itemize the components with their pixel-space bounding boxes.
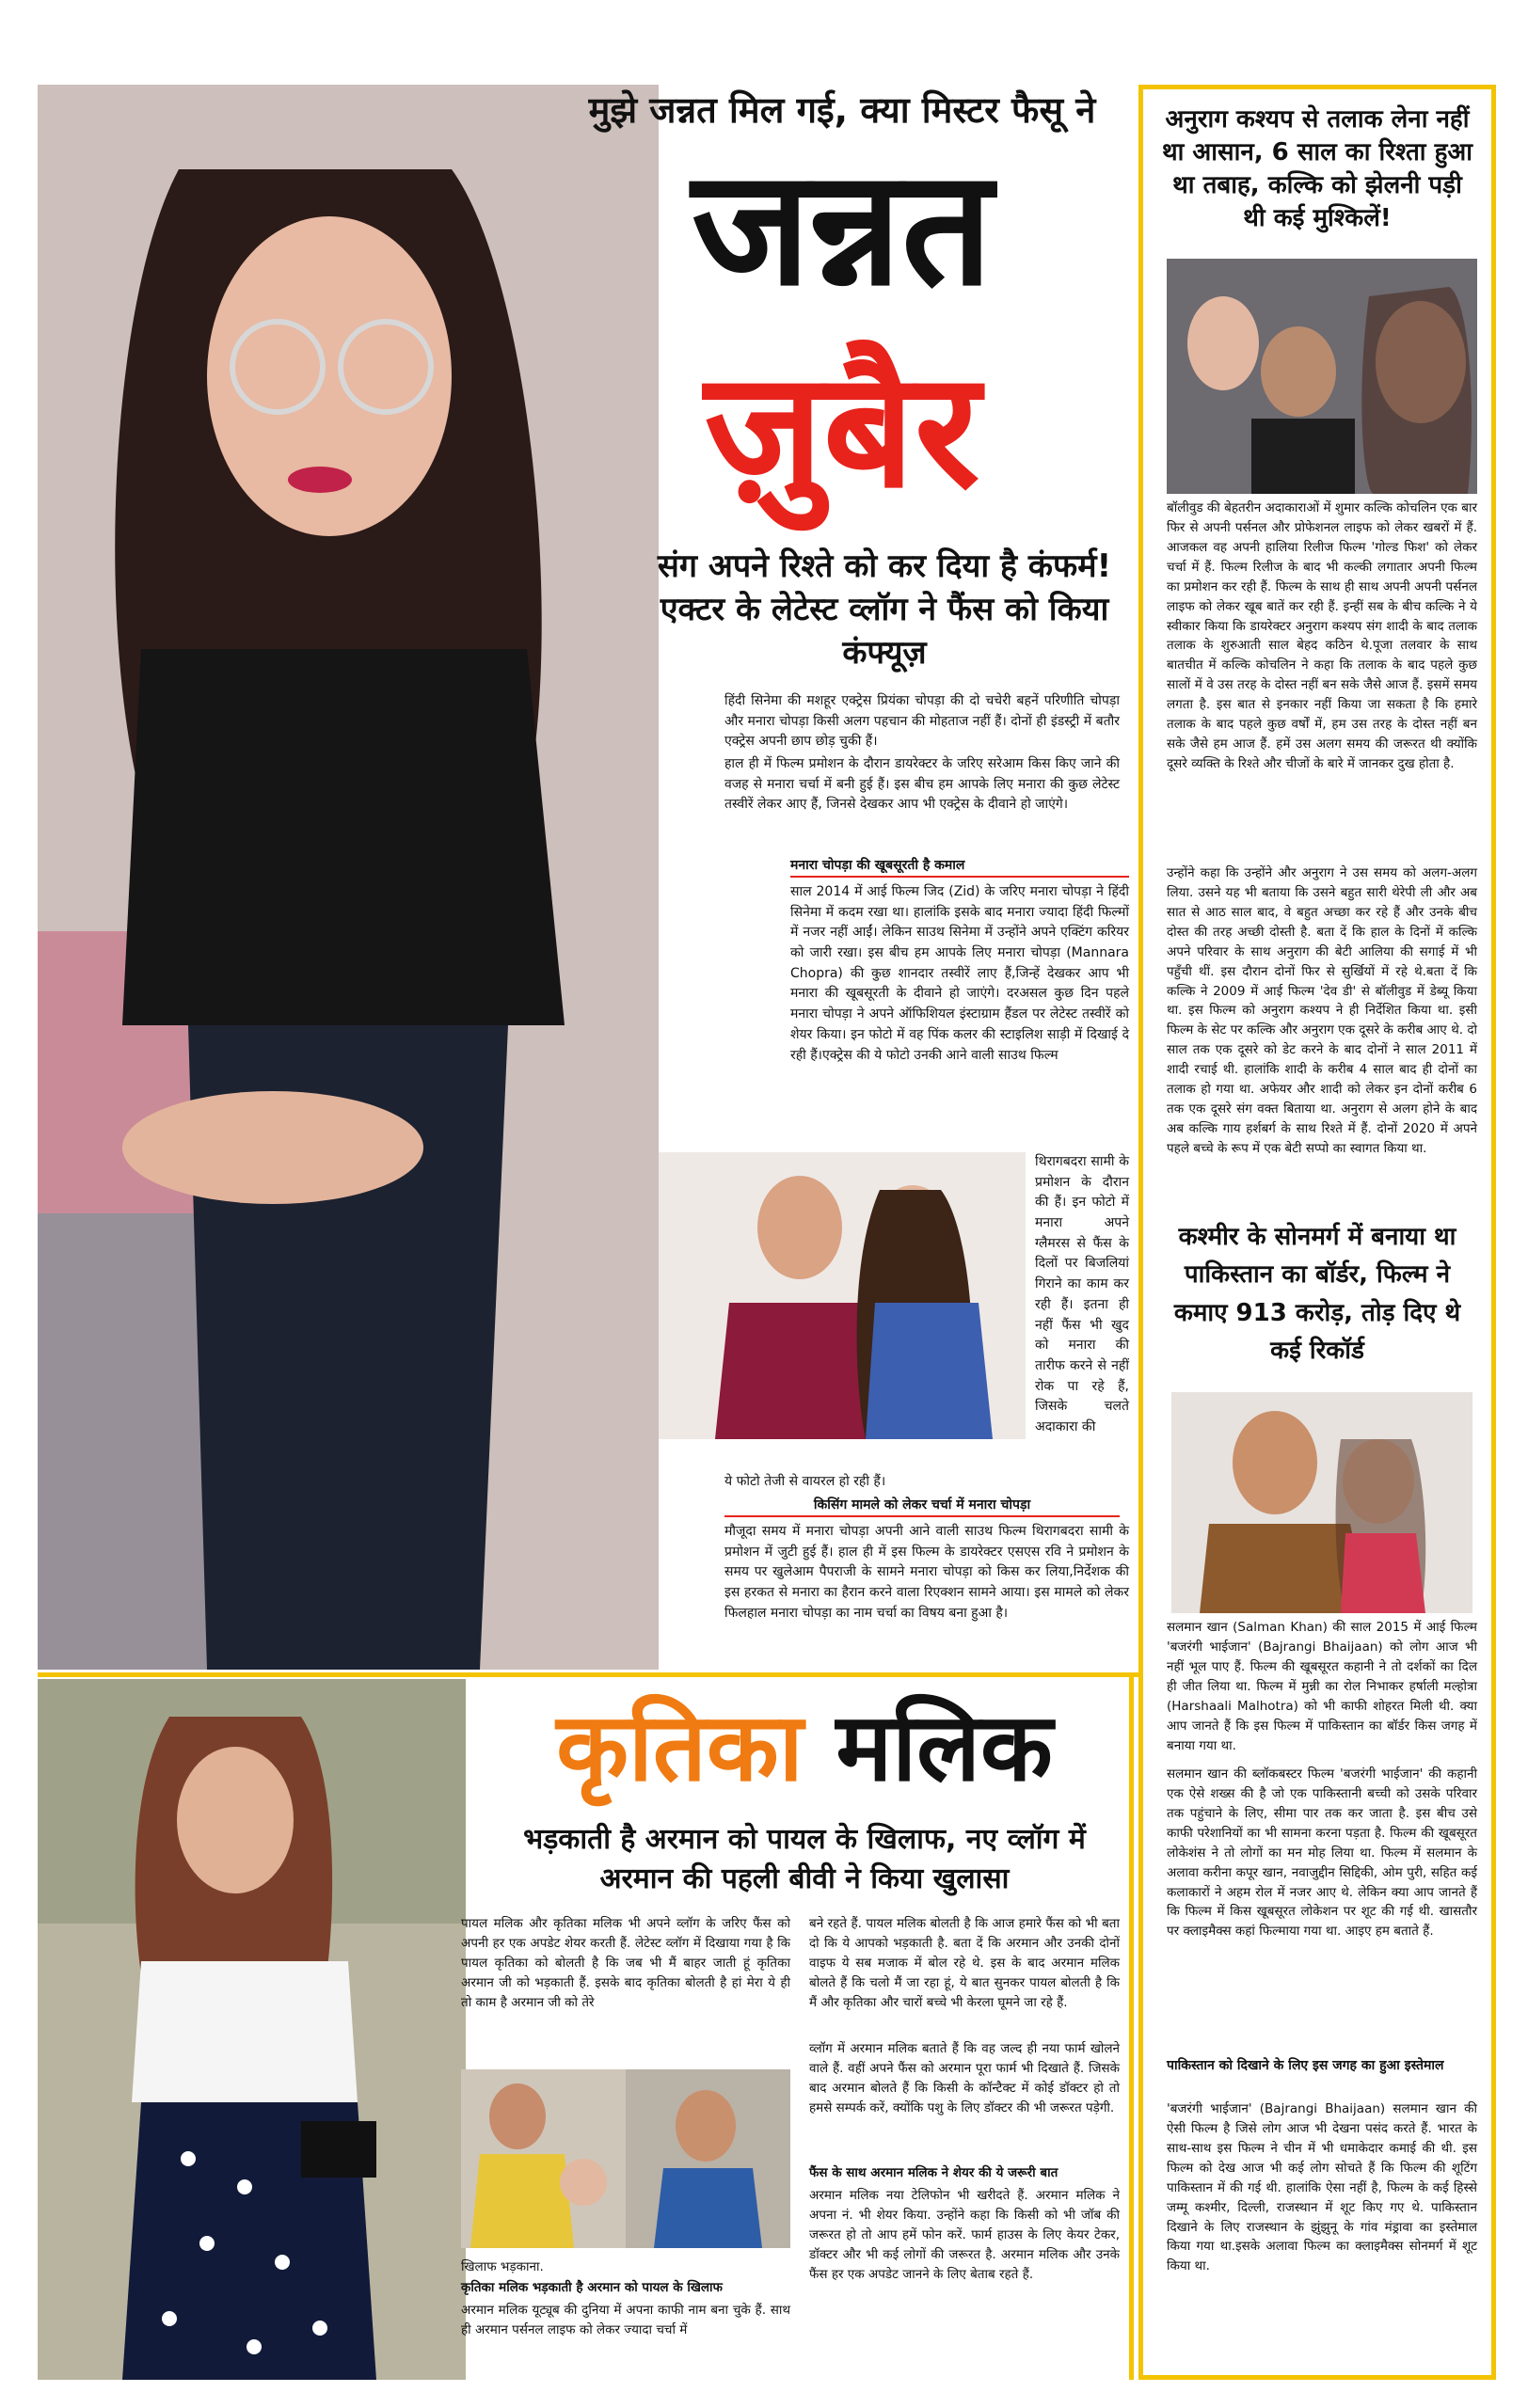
salman-photo (1171, 1392, 1472, 1613)
family-illustration (461, 2069, 790, 2248)
jannat-body2: मौजूदा समय में मनारा चोपड़ा अपनी आने वाली साउथ फिल्म थिरागबदरा सामी के प्रमोशन में जुटी हुई हैं। हाल ही में इस फिल्म के डायरेक्टर एसएस रवि ने प्रमोशन के समय पर खुलेआम पैपराजी के सामने मनारा चोपड़ा को किस कर लिया,निर्देशक की इस हरकत से मनारा का हैरान करने वाला रिएक्शन सामने आया। इस मामले को लेकर फिलहाल मनारा चोपड़ा का नाम चर्चा का विषय बना हुआ है। (724, 1524, 1129, 1621)
couple-illustration (659, 1152, 1026, 1439)
jannat-kicker: मुझे जन्नत मिल गई, क्या मिस्टर फैसू ने (588, 89, 1096, 131)
kritika-col2: बने रहते हैं. पायल मलिक बोलती है कि आज हमारे फैंस को भी बता दो कि ये आपको भड़काती है. बता दें कि अरमान और उनकी दोनों वाइफ ये सब मजाक में बोल रहे थे. इस के बाद अरमान मलिक बोलते हैं कि चलो मैं जा रहा हूं, ये बात सुनकर पायल बोलती है कि मैं और कृतिका और चारों बच्चे भी केरला घूमने जा रहे हैं. (809, 1916, 1120, 2010)
jannat-photo (38, 85, 659, 1670)
bajrangi-sub: पाकिस्तान को दिखाने के लिए इस जगह का हुआ इस्तेमाल (1167, 2058, 1444, 2073)
kritika-col2b: व्लॉग में अरमान मलिक बताते हैं कि वह जल्द ही नया फार्म खोलने वाले हैं. वहीं अपने फैंस को अरमान पूरा फार्म भी दिखाते हैं. जिसके बाद अरमान बोलते हैं कि किसी के कॉन्टैक्ट में कोई डॉक्टर हो तो हमसे सम्पर्क करें, क्योंकि पशु के लिए डॉक्टर की भी जरूरत पड़ेगी. (809, 2041, 1120, 2115)
jannat-name-line2: ज़ुबैर (704, 338, 980, 524)
kritika-subtitle: भड़काती है अरमान को पायल के खिलाफ, नए व्लॉग में अरमान की पहली बीवी ने किया खुलासा (523, 1823, 1086, 1895)
family-photo (461, 2069, 790, 2248)
kritika-photo (38, 1679, 466, 2380)
kalki-headline: अनुराग कश्यप से तलाक लेना नहीं था आसान, 6 साल का रिश्ता हुआ था तबाह, कल्कि को झेलनी पड़ी थी कई मुश्किलें! (1162, 105, 1472, 233)
kritika-name1: कृतिका (556, 1692, 804, 1802)
woman-illustration (38, 85, 659, 1670)
couple-photo (659, 1152, 1026, 1439)
kritika-col1-end: खिलाफ भड़काना. (461, 2259, 544, 2274)
section-divider (38, 1672, 1138, 1677)
bajrangi-body2: सलमान खान की ब्लॉकबस्टर फिल्म 'बजरंगी भाईजान' की कहानी एक ऐसे शख्स की है जो एक पाकिस्तानी बच्ची को उसके परिवार तक पहुंचाने के लिए, सीमा पार तक कर जाता है. इस बीच उसे काफी परेशानियों का भी सामना करना पड़ता है. फिल्म की खूबसूरत लोकेशंस ने तो लोगों का मन मोह लिया था. फिल्म में सलमान के अलावा करीना कपूर खान, नवाजुद्दीन सिद्दिकी, ओम पुरी, सहित कई कलाकारों ने अहम रोल में नजर आए थे. लेकिन क्या आप जानते हैं कि फिल्म में किस खूबसूरत लोकेशन पर शूट की गई थी. खासतौर पर क्लाइमैक्स कहां फिल्माया गया था. आइए हम बताते हैं. (1167, 1766, 1477, 1940)
jannat-intro-p1: हिंदी सिनेमा की मशहूर एक्ट्रेस प्रियंका चोपड़ा की दो चचेरी बहनें परिणीति चोपड़ा और मनारा चोपड़ा किसी अलग पहचान की मोहताज नहीं हैं। दोनों ही इंडस्ट्री में बतौर एक्ट्रेस अपनी छाप छोड़ चुकी हैं। (724, 693, 1120, 750)
kalki-illustration (1167, 259, 1477, 494)
jannat-intro-p2: हाल ही में फिल्म प्रमोशन के दौरान डायरेक्टर के जरिए सरेआम किस किए जाने की वजह से मनारा चर्चा में बनी हुई हैं। इस बीच हम आपके लिए मनारा की कुछ लेटेस्ट तस्वीरें लेकर आए हैं, जिनसे देखकर आप भी एक्ट्रेस के दीवाने हो जाएंगे। (724, 756, 1120, 813)
bajrangi-body1: सलमान खान (Salman Khan) की साल 2015 में आई फिल्म 'बजरंगी भाईजान' (Bajrangi Bhaijaan) को लोग आज भी नहीं भूल पाए हैं. फिल्म की खूबसूरत कहानी ने तो दर्शकों का दिल ही जीत लिया था. फिल्म में मुन्नी का रोल निभाकर हर्षाली मल्होत्रा (Harshaali Malhotra) को भी काफी शोहरत मिली थी. क्या आप जानते हैं कि इस फिल्म में पाकिस्तान का बॉर्डर किस जगह में बनाया गया था. (1167, 1620, 1477, 1753)
bajrangi-body3: 'बजरंगी भाईजान' (Bajrangi Bhaijaan) सलमान खान की ऐसी फिल्म है जिसे लोग आज भी देखना पसंद करते हैं. भारत के साथ-साथ इस फिल्म ने चीन में भी धमाकेदार कमाई की थी. इस फिल्म को देख आज भी कई लोग सोचते हैं कि फिल्म की शूटिंग पाकिस्तान में की गई थी. हालांकि ऐसा नहीं है, फिल्म के कई हिस्से जम्मू कश्मीर, दिल्ली, राजस्थान में शूट किए गए थे. पाकिस्तान दिखाने के लिए राजस्थान के झुंझुनू के गांव मंड्रावा का इस्तेमाल किया गया था.इसके अलावा फिल्म का क्लाइमैक्स सोनमर्ग में शूट किया था. (1167, 2101, 1477, 2274)
kalki-body1: बॉलीवुड की बेहतरीन अदाकाराओं में शुमार कल्कि कोचलिन एक बार फिर से अपनी पर्सनल और प्रोफेशनल लाइफ को लेकर खबरों में हैं. आजकल वह अपनी हालिया रिलीज फिल्म 'गोल्ड फिश' को लेकर चर्चा में हैं. फिल्म रिलीज के बाद भी कल्की लगातार अपनी फिल्म का प्रमोशन कर रही हैं. फिल्म के साथ ही साथ अपनी अपनी पर्सनल लाइफ को लेकर खूब बातें कर रही हैं. इन्हीं सब के बीच कल्कि ने ये स्वीकार किया कि डायरेक्टर अनुराग कश्यप संग शादी के बाद तलाक तलाक के शुरुआती साल बेहद कठिन थे.पूजा तलवार के साथ बातचीत में कल्कि कोचलिन ने कहा कि तलाक के बाद पहले कुछ सालों में वे उस तरह के दोस्त नहीं बन सके जैसे आज हैं. इसमें समय लगता है. इस बात से इनकार नहीं किया जा सकता है कि हमारे तलाक के बाद पहले कुछ वर्षों में, हम उस तरह के दोस्त नहीं बन सके जैसे हम आज हैं. हमें उस अलग समय की जरूरत थी क्योंकि दूसरे व्यक्ति के रिश्ते और चीजों के बारे में जानकर दुख होता है. (1167, 500, 1477, 771)
kritika-col1: पायल मलिक और कृतिका मलिक भी अपने व्लॉग के जरिए फैंस को अपनी हर एक अपडेट शेयर करती हैं. लेटेस्ट व्लॉग में दिखाया गया है कि पायल कृतिका को बोलती है कि जब भी मैं बाहर जाती हूं कृतिका अरमान जी को भड़काती हैं. इसके बाद कृतिका बोलती है हां मेरा ये ही तो काम है अरमान जी को तेरे (461, 1916, 790, 2010)
bajrangi-headline: कश्मीर के सोनमर्ग में बनाया था पाकिस्तान का बॉर्डर, फिल्म ने कमाए 913 करोड़, तोड़ दिए थे कई रिकॉर्ड (1173, 1223, 1461, 1365)
jannat-sub1: मनारा चोपड़ा की खूबसूरती है कमाल (790, 856, 1129, 878)
jannat-sub2: किसिंग मामले को लेकर चर्चा में मनारा चोपड़ा (724, 1496, 1120, 1517)
salman-illustration (1171, 1392, 1472, 1613)
kalki-photo (1167, 259, 1477, 494)
bottom-box (1129, 1672, 1134, 2380)
kalki-body2: उन्होंने कहा कि उन्होंने और अनुराग ने उस समय को अलग-अलग लिया. उसने यह भी बताया कि उसने बहुत सारी थेरेपी ली और अब सात से आठ साल बाद, वे बहुत अच्छा कर रहे हैं और उनके बीच दोस्त की तरह अच्छी दोस्ती है. बता दें कि हाल के दिनों में कल्कि अपने परिवार के साथ अनुराग की बेटी आलिया की सगाई में भी पहुँची थीं. इस दौरान दोनों फिर से सुर्खियों में रहे थे.बता दें कि कल्कि ने 2009 में आई फिल्म 'देव डी' से बॉलीवुड में डेब्यू किया था. इस फिल्म को अनुराग कश्यप ने ही निर्देशित किया था. इसी फिल्म के सेट पर कल्कि और अनुराग एक दूसरे के करीब आए थे. दो साल तक एक दूसरे को डेट करने के बाद दोनों ने साल 2011 में शादी रचाई थी. हालांकि शादी के करीब 4 साल बाद ही दोनों का तलाक हो गया था. अफेयर और शादी को लेकर इन दोनों करीब 6 तक एक दूसरे संग वक्त बिताया था. अनुराग से अलग होने के बाद अब कल्कि गाय हर्शबर्ग के साथ रिश्ते में हैं. दोनों 2020 में अपने पहले बच्चे के रूप में एक बेटी सप्पो का स्वागत किया था. (1167, 865, 1477, 1156)
kritika-name2: मलिक (836, 1692, 1053, 1802)
kritika-illustration (38, 1679, 466, 2380)
kritika-col2c: अरमान मलिक नया टेलिफोन भी खरीदते हैं. अरमान मलिक ने अपना नं. भी शेयर किया. उन्होंने कहा कि किसी को भी जॉब की जरूरत हो तो आप हमें फोन करें. फार्म हाउस के लिए केयर टेकर, डॉक्टर और भी कई लोगों की जरूरत है. अरमान मलिक और उनके फैंस हर एक अपडेट जानने के लिए बेताब रहते हैं. (809, 2188, 1120, 2282)
jannat-body1-side: थिरागबदरा सामी के प्रमोशन के दौरान की हैं। इन फोटो में मनारा अपने ग्लैमरस से फैंस के दिलों पर बिजलियां गिराने का काम कर रही हैं। इतना ही नहीं फैंस भी खुद को मनारा की तारीफ करने से नहीं रोक पा रहे हैं, जिसके चलते अदाकारा की (1035, 1154, 1129, 1434)
kritika-col2-sub: फैंस के साथ अरमान मलिक ने शेयर की ये जरूरी बात (809, 2165, 1058, 2180)
jannat-name-line1: जन्नत (692, 135, 993, 322)
jannat-intro (724, 691, 1120, 817)
kritika-name (480, 1693, 1129, 1801)
kritika-col1-tail: अरमान मलिक यूट्यूब की दुनिया में अपना काफी नाम बना चुके हैं. साथ ही अरमान पर्सनल लाइफ को लेकर ज्यादा चर्चा में (461, 2303, 790, 2337)
jannat-body1-end: ये फोटो तेजी से वायरल हो रही हैं। (724, 1474, 886, 1489)
kritika-col1-sub: कृतिका मलिक भड़काती है अरमान को पायल के खिलाफ (461, 2280, 723, 2295)
jannat-body1: साल 2014 में आई फिल्म जिद (Zid) के जरिए मनारा चोपड़ा ने हिंदी सिनेमा में कदम रखा था। हालांकि इसके बाद मनारा ज्यादा हिंदी फिल्मों में नजर नहीं आईं। लेकिन साउथ सिनेमा में उन्होंने अपने एक्टिंग करियर को जारी रखा। इस बीच हम आपके लिए मनारा चोपड़ा (Mannara Chopra) की कुछ शानदार तस्वीरें लाए हैं,जिन्हें देखकर आप भी मनारा की खूबसूरती के दीवाने हो जाएंगे। दरअसल कुछ दिन पहले मनारा चोपड़ा ने अपने ऑफिशियल इंस्टाग्राम हैंडल पर लेटेस्ट तस्वीरें को शेयर किया। इन फोटो में वह पिंक कलर की स्टाइलिश साड़ी में दिखाई दे रही हैं।एक्ट्रेस की ये फोटो उनकी आने वाली साउथ फिल्म (790, 884, 1129, 1063)
jannat-subtitle: संग अपने रिश्ते को कर दिया है कंफर्म! एक्टर के लेटेस्ट व्लॉग ने फैंस को किया कंफ्यूज़ (657, 547, 1112, 672)
